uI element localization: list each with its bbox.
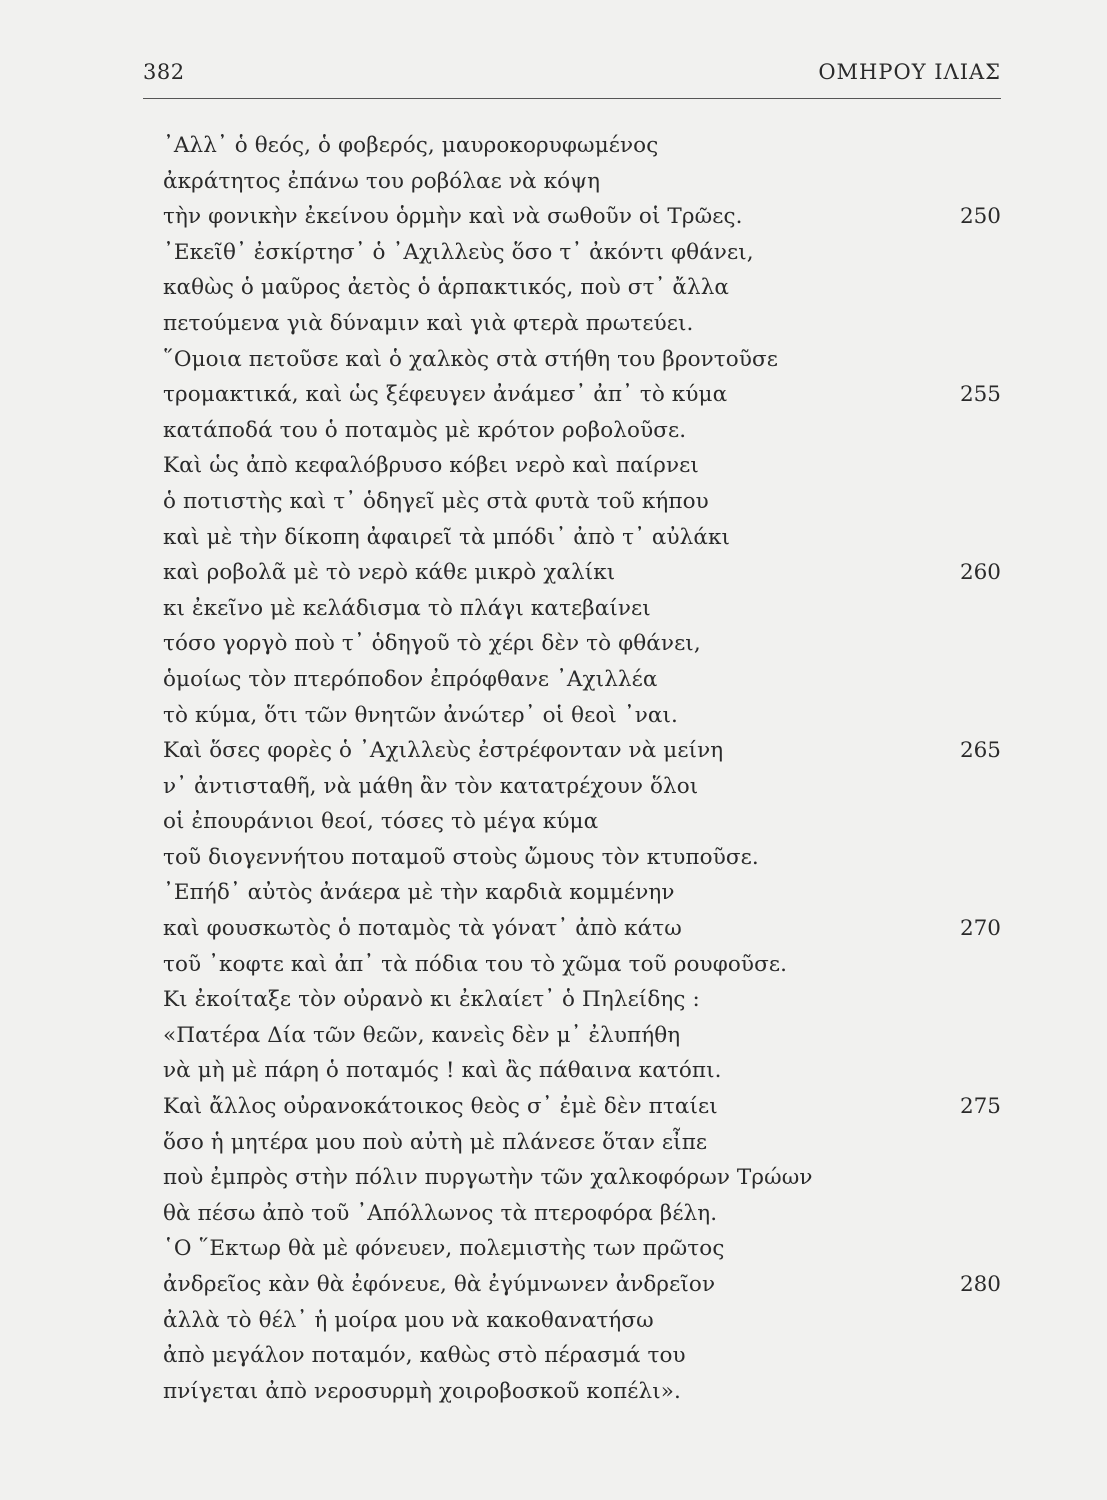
verse-line [163, 1125, 1013, 1161]
verse-line [163, 1267, 1013, 1303]
verse-text: τρομακτικά, καὶ ὡς ξέφευγεν ἀνάμεσ᾿ ἀπ᾿ τὸ κύμα [163, 382, 728, 408]
verse-line [163, 1160, 1013, 1196]
verse-line [163, 626, 1013, 662]
verse-text: Καὶ ὅσες φορὲς ὁ ᾿Αχιλλεὺς ἐστρέφονταν νὰ μείνη [163, 738, 724, 764]
verse-line [163, 377, 1013, 413]
verse-text: καθὼς ὁ μαῦρος ἀετὸς ὁ ἁρπακτικός, ποὺ στ᾿ ἄλλα [163, 275, 730, 301]
verse-line [163, 128, 1013, 164]
verse-line [163, 199, 1013, 235]
verse-line [163, 270, 1013, 306]
verse-text: ἀκράτητος ἐπάνω του ροβόλαε νὰ κόψη [163, 168, 601, 194]
page-header [143, 58, 1001, 99]
verse-text: ἀνδρεῖος κὰν θὰ ἐφόνευε, θὰ ἐγύμνωνεν ἀνδρεῖον [163, 1272, 716, 1297]
verse-line [163, 1338, 1013, 1374]
verse-line [163, 911, 1013, 947]
verse-line [163, 306, 1013, 342]
verse-line [163, 1196, 1013, 1232]
verse-text: καὶ φουσκωτὸς ὁ ποταμὸς τὰ γόνατ᾿ ἀπὸ κάτω [163, 916, 682, 942]
verse-line [163, 947, 1013, 983]
verse-text: τὴν φονικὴν ἐκείνου ὁρμὴν καὶ νὰ σωθοῦν οἱ Τρῶες. [163, 204, 743, 230]
page-number: 382 [143, 60, 185, 84]
verse-line [163, 733, 1013, 769]
verse-text: ὅσο ἡ μητέρα μου ποὺ αὐτὴ μὲ πλάνεσε ὅταν εἶπε [163, 1129, 708, 1155]
verse-line [163, 164, 1013, 200]
verse-line [163, 235, 1013, 271]
verse-text: ποὺ ἐμπρὸς στὴν πόλιν πυργωτὴν τῶν χαλκοφόρων Τρώων [163, 1165, 813, 1191]
verse-line [163, 1053, 1013, 1089]
verse-line [163, 804, 1013, 840]
verse-text: θὰ πέσω ἀπὸ τοῦ ᾿Απόλλωνος τὰ πτεροφόρα βέλη. [163, 1200, 718, 1226]
verse-line [163, 698, 1013, 734]
verse-line [163, 875, 1013, 911]
poem-text [163, 128, 1013, 1409]
verse-line [163, 413, 1013, 449]
verse-line [163, 484, 1013, 520]
verse-text: οἱ ἐπουράνιοι θεοί, τόσες τὸ μέγα κύμα [163, 809, 599, 835]
verse-line [163, 555, 1013, 591]
verse-text: πνίγεται ἀπὸ νεροσυρμὴ χοιροβοσκοῦ κοπέλι». [163, 1378, 681, 1404]
verse-line [163, 840, 1013, 876]
verse-line [163, 591, 1013, 627]
verse-text: πετούμενα γιὰ δύναμιν καὶ γιὰ φτερὰ πρωτεύει. [163, 310, 694, 336]
line-number: 265 [959, 738, 1001, 764]
verse-text: ᾿Εκεῖθ᾿ ἐσκίρτησ᾿ ὁ ᾿Αχιλλεὺς ὅσο τ᾿ ἀκόντι φθάνει, [163, 239, 754, 265]
verse-line [163, 342, 1013, 378]
verse-text: ῾Ο ῞Εκτωρ θὰ μὲ φόνευεν, πολεμιστὴς των πρῶτος [163, 1236, 725, 1262]
verse-line [163, 1374, 1013, 1410]
verse-text: ῞Ομοια πετοῦσε καὶ ὁ χαλκὸς στὰ στήθη του βροντοῦσε [163, 346, 779, 372]
line-number: 275 [959, 1094, 1001, 1120]
verse-text: κι ἐκεῖνο μὲ κελάδισμα τὸ πλάγι κατεβαίνει [163, 595, 651, 621]
verse-line [163, 982, 1013, 1018]
verse-text: τόσο γοργὸ ποὺ τ᾿ ὁδηγοῦ τὸ χέρι δὲν τὸ φθάνει, [163, 631, 701, 657]
verse-text: ᾿Αλλ᾿ ὁ θεός, ὁ φοβερός, μαυροκορυφωμένος [163, 133, 659, 158]
verse-line [163, 1089, 1013, 1125]
verse-text: νὰ μὴ μὲ πάρη ὁ ποταμός ! καὶ ἂς πάθαινα κατόπι. [163, 1058, 722, 1084]
verse-text: καὶ μὲ τὴν δίκοπη ἀφαιρεῖ τὰ μπόδι᾿ ἀπὸ τ᾿ αὐλάκι [163, 524, 731, 550]
verse-text: κατάποδά του ὁ ποταμὸς μὲ κρότον ροβολοῦσε. [163, 417, 687, 443]
line-number: 280 [959, 1272, 1001, 1297]
verse-line [163, 1231, 1013, 1267]
verse-text: τὸ κύμα, ὅτι τῶν θνητῶν ἀνώτερ᾿ οἱ θεοὶ ᾿ναι. [163, 702, 678, 728]
line-number: 270 [959, 916, 1001, 942]
verse-text: Καὶ ἄλλος οὐρανοκάτοικος θεὸς σ᾿ ἐμὲ δὲν πταίει [163, 1094, 718, 1120]
verse-line [163, 1303, 1013, 1339]
verse-line [163, 520, 1013, 556]
verse-text: Κι ἐκοίταξε τὸν οὐρανὸ κι ἐκλαίετ᾿ ὁ Πηλείδης : [163, 987, 700, 1013]
verse-text: καὶ ροβολᾶ μὲ τὸ νερὸ κάθε μικρὸ χαλίκι [163, 560, 616, 586]
verse-line [163, 769, 1013, 805]
line-number: 255 [959, 382, 1001, 408]
verse-text: ἀλλὰ τὸ θέλ᾿ ἡ μοίρα μου νὰ κακοθανατήσω [163, 1307, 654, 1333]
verse-text: Καὶ ὡς ἀπὸ κεφαλόβρυσο κόβει νερὸ καὶ παίρνει [163, 453, 699, 479]
verse-text: ν᾿ ἀντισταθῆ, νὰ μάθη ἂν τὸν κατατρέχουν ὅλοι [163, 773, 699, 799]
verse-text: ἀπὸ μεγάλον ποταμόν, καθὼς στὸ πέρασμά του [163, 1343, 686, 1369]
line-number: 260 [959, 560, 1001, 586]
verse-text: τοῦ διογεννήτου ποταμοῦ στοὺς ὤμους τὸν κτυποῦσε. [163, 844, 759, 870]
verse-text: τοῦ ᾿κοφτε καὶ ἀπ᾿ τὰ πόδια του τὸ χῶμα τοῦ ρουφοῦσε. [163, 951, 788, 977]
running-title: ΟΜΗΡΟΥ ΙΛΙΑΣ [818, 60, 1001, 84]
verse-line [163, 448, 1013, 484]
verse-text: ὁ ποτιστὴς καὶ τ᾿ ὁδηγεῖ μὲς στὰ φυτὰ τοῦ κήπου [163, 488, 709, 514]
line-number: 250 [959, 204, 1001, 230]
verse-line [163, 662, 1013, 698]
verse-text: ᾿Επήδ᾿ αὐτὸς ἀνάερα μὲ τὴν καρδιὰ κομμένην [163, 880, 675, 906]
verse-text: «Πατέρα Δία τῶν θεῶν, κανεὶς δὲν μ᾿ ἐλυπήθη [163, 1022, 681, 1048]
verse-text: ὁμοίως τὸν πτερόποδον ἐπρόφθανε ᾿Αχιλλέα [163, 666, 658, 692]
verse-line [163, 1018, 1013, 1054]
